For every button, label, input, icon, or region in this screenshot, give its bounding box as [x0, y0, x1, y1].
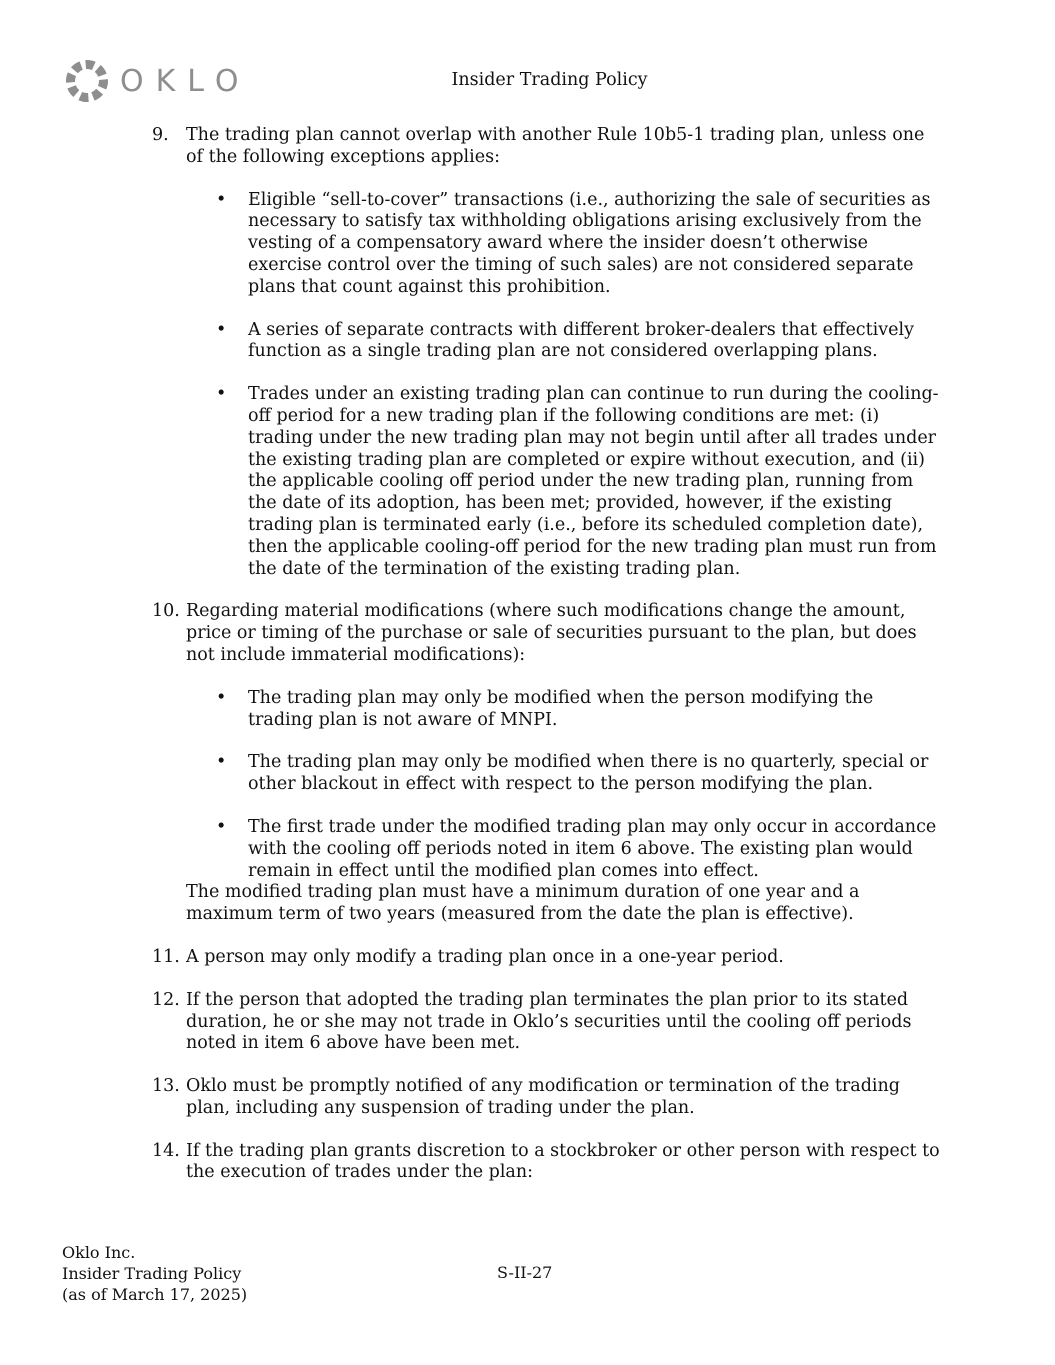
- page-number: S-II-27: [497, 1263, 553, 1282]
- footer-date: (as of March 17, 2025): [62, 1285, 248, 1304]
- item-text: A person may only modify a trading plan once in a one-year period.: [186, 946, 784, 967]
- list-item-13: [152, 1076, 942, 1120]
- logo-wordmark: OKLO: [120, 63, 251, 99]
- item-text: The trading plan cannot overlap with another Rule 10b5-1 trading plan, unless one of the following exceptions applies:: [186, 125, 925, 167]
- list-item-10: [152, 601, 942, 926]
- item-text: If the trading plan grants discretion to a stockbroker or other person with respect to the execution of trades under the plan:: [186, 1140, 940, 1183]
- page-header-title: Insider Trading Policy: [451, 70, 648, 90]
- footer-company: Oklo Inc.: [62, 1243, 136, 1262]
- list-item-12: [152, 990, 942, 1055]
- bullet-item: • The trading plan may only be modified when there is no quarterly, special or other blackout in effect with respect to the person modifying the plan.: [186, 752, 942, 796]
- bullet-item: • Trades under an existing trading plan can continue to run during the cooling-off period for a new trading plan if the following conditions are met: (i) trading under the new trading plan may not begin until after all trades under the existing trading plan are completed or expire without execution, and (ii) the applicable cooling off period under the new trading plan, running from the date of its adoption, has been met; provided, however, if the existing trading plan is terminated early (i.e., before its scheduled completion date), then the applicable cooling-off period for the new trading plan must run from the date of the termination of the existing trading plan.: [186, 384, 942, 580]
- item-note: The modified trading plan must have a minimum duration of one year and a maximum term of two years (measured from the date the plan is effective).: [186, 882, 860, 925]
- item-text: Regarding material modifications (where such modifications change the amount, price or timing of the purchase or sale of securities pursuant to the plan, but does not include immaterial modifications):: [186, 601, 917, 665]
- bullet-icon: •: [216, 319, 227, 340]
- footer-info: [62, 1242, 247, 1305]
- bullet-icon: •: [216, 816, 227, 837]
- bullet-item: • The first trade under the modified trading plan may only occur in accordance with the cooling off periods noted in item 6 above. The existing plan would remain in effect until the modified plan comes into effect.: [186, 817, 942, 882]
- bullet-item: • A series of separate contracts with different broker-dealers that effectively function as a single trading plan are not considered overlapping plans.: [186, 320, 942, 364]
- bullet-icon: •: [216, 687, 227, 708]
- bullet-icon: •: [216, 384, 227, 405]
- item-number: 14.: [152, 1140, 180, 1161]
- policy-content: [152, 125, 942, 1205]
- item-text: Oklo must be promptly notified of any modification or termination of the trading plan, including any suspension of trading under the plan.: [186, 1076, 900, 1118]
- bullet-item: • Eligible “sell-to-cover” transactions (i.e., authorizing the sale of securities as necessary to satisfy tax withholding obligations arising exclusively from the vesting of a compensatory award where the insider doesn’t otherwise exercise control over the timing of such sales) are not considered separate plans that count against this prohibition.: [186, 190, 942, 299]
- list-item-9: [152, 125, 942, 580]
- footer-doc-title: Insider Trading Policy: [62, 1264, 242, 1283]
- item-number: 9.: [152, 125, 169, 145]
- item-text: If the person that adopted the trading plan terminates the plan prior to its stated duration, he or she may not trade in Oklo’s securities until the cooling off periods noted in item 6 above have been met.: [186, 989, 912, 1054]
- bullet-icon: •: [216, 189, 227, 210]
- list-item-14: [152, 1141, 942, 1185]
- bullet-icon: •: [216, 752, 227, 773]
- list-item-11: [152, 947, 942, 969]
- item-number: 12.: [152, 989, 180, 1010]
- item-number: 13.: [152, 1076, 180, 1097]
- bullet-item: • The trading plan may only be modified when the person modifying the trading plan is not aware of MNPI.: [186, 688, 942, 732]
- item-number: 10.: [152, 601, 180, 622]
- item-number: 11.: [152, 946, 180, 967]
